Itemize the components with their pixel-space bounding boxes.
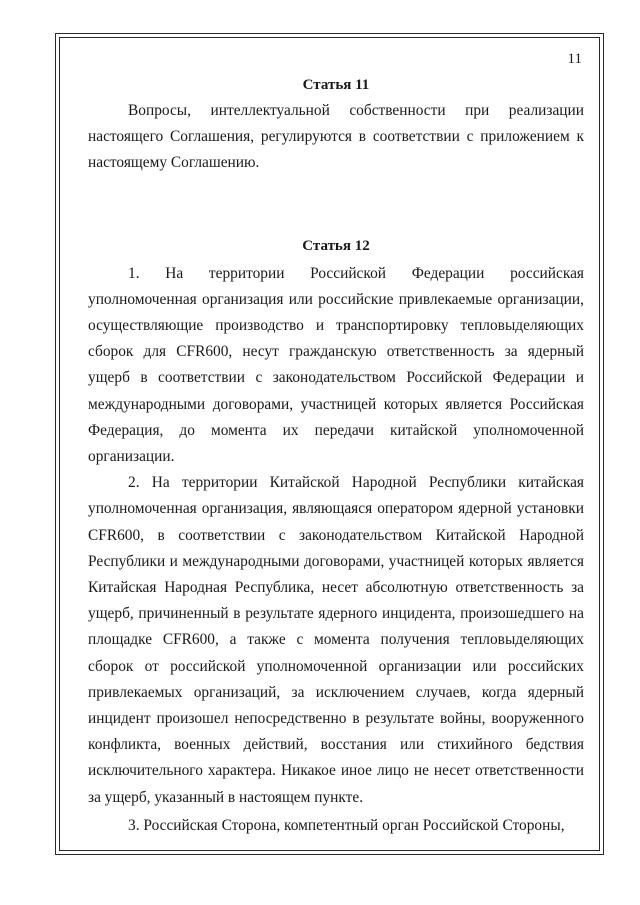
article-12-paragraph-1: 1. На территории Российской Федерации российская уполномоченная организация или российские привлекаемые организации, осуществляющие производство и транспортировку тепловыделяющих сборок для CFR600, несут гражданскую ответственность за ядерный ущерб в соответствии с законодательством Российской Федерации и международными договорами, участницей которых является Российская Федерация, до момента их передачи китайской уполномоченной организации. <box>88 264 584 466</box>
article-11-title: Статья 11 <box>302 77 370 93</box>
article-11-paragraph: Вопросы, интеллектуальной собственности при реализации настоящего Соглашения, регулируются в соответствии с приложением к настоящему Соглашению. <box>88 102 584 172</box>
article-12-paragraph-2: 2. На территории Китайской Народной Республики китайская уполномоченная организация, являющаяся оператором ядерной установки CFR600, в соответствии с законодательством Китайской Народной Республики и международными договорами, участницей которых является Китайская Народная Республика, несет абсолютную ответственность за ущерб, причиненный в результате ядерного инцидента, произошедшего на площадке CFR600, а также с момента получения тепловыделяющих сборок от российской уполномоченной организации или российских привлекаемых организаций, за исключением случаев, когда ядерный инцидент произошел непосредственно в результате войны, вооруженного конфликта, военных действий, восстания или стихийного бедствия исключительного характера. Никакое иное лицо не несет ответственности за ущерб, указанный в настоящем пункте. <box>88 474 584 806</box>
document-body <box>88 72 584 839</box>
article-12-paragraph-3: 3. Российская Сторона, компетентный орган Российской Стороны, <box>128 816 565 834</box>
article-12-title: Статья 12 <box>302 237 370 254</box>
page-number: 11 <box>567 51 582 67</box>
